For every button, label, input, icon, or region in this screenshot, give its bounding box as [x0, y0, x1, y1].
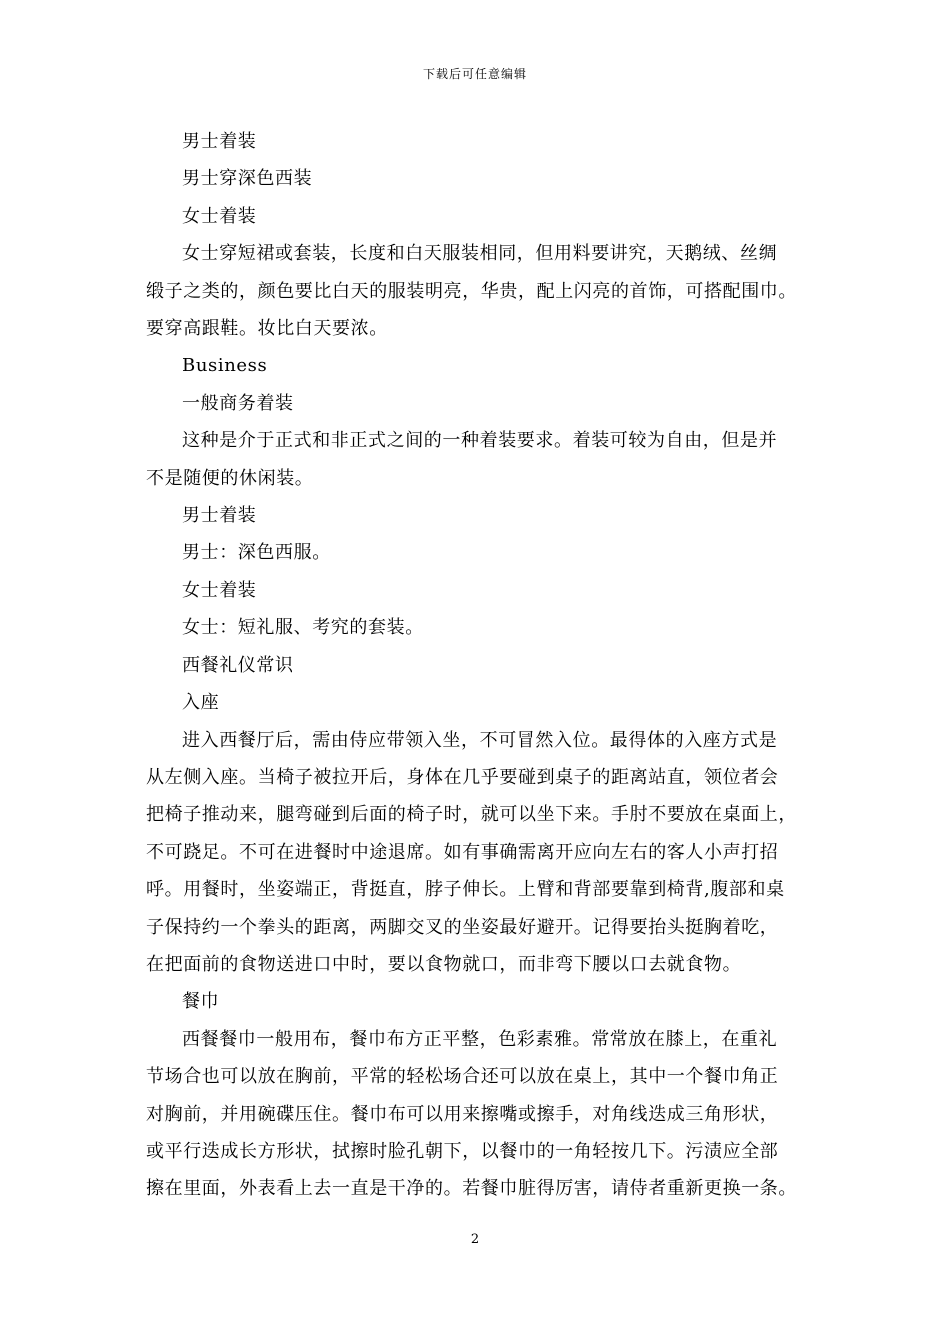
- text-line: 子保持约一个拳头的距离，两脚交叉的坐姿最好避开。记得要抬头挺胸着吃，: [146, 916, 779, 938]
- text-line: 在把面前的食物送进口中时，要以食物就口，而非弯下腰以口去就食物。: [146, 953, 742, 975]
- text-line: 男士着装: [182, 131, 257, 152]
- text-line: 擦在里面，外表看上去一直是干净的。若餐巾脏得厉害，请侍者重新更换一条。: [146, 1178, 797, 1200]
- text-line: 男士穿深色西装: [182, 168, 313, 190]
- text-line: 一般商务着装: [182, 392, 294, 414]
- page-header-note: 下载后可任意编辑: [422, 67, 527, 81]
- text-line: 这种是介于正式和非正式之间的一种着装要求。着装可较为自由，但是并: [182, 430, 778, 452]
- text-line: 餐巾: [182, 991, 220, 1013]
- text-line: 对胸前，并用碗碟压住。餐巾布可以用来擦嘴或擦手，对角线迭成三角形状，: [146, 1103, 779, 1125]
- text-line: 不可跷足。不可在进餐时中途退席。如有事确需离开应向左右的客人小声打招: [146, 841, 779, 863]
- text-line: 从左侧入座。当椅子被拉开后，身体在几乎要碰到桌子的距离站直，领位者会: [146, 766, 779, 788]
- text-line: 进入西餐厅后，需由侍应带领入坐，不可冒然入位。最得体的入座方式是: [182, 729, 778, 751]
- text-line: 女士着装: [182, 579, 257, 601]
- text-line: 呼。用餐时，坐姿端正，背挺直，脖子伸长。上臂和背部要靠到椅背,腹部和桌: [146, 879, 785, 901]
- text-line: Business: [182, 355, 268, 377]
- text-line: 缎子之类的，颜色要比白天的服装明亮，华贵，配上闪亮的首饰，可搭配围巾。: [146, 280, 797, 302]
- text-line: 节场合也可以放在胸前，平常的轻松场合还可以放在桌上，其中一个餐巾角正: [146, 1066, 779, 1088]
- text-line: 西餐礼仪常识: [182, 654, 294, 676]
- text-line: 男士：深色西服。: [182, 542, 331, 564]
- text-line: 西餐餐巾一般用布，餐巾布方正平整，色彩素雅。常常放在膝上，在重礼: [182, 1028, 778, 1050]
- page-number: 2: [470, 1232, 480, 1247]
- text-line: 或平行迭成长方形状，拭擦时脸孔朝下，以餐巾的一角轻按几下。污渍应全部: [146, 1140, 779, 1162]
- document-body: [146, 123, 818, 1208]
- text-line: 女士着装: [182, 205, 257, 227]
- text-line: 男士着装: [182, 505, 257, 527]
- text-line: 要穿高跟鞋。妆比白天要浓。: [146, 318, 388, 340]
- text-line: 不是随便的休闲装。: [146, 467, 314, 489]
- text-line: 入座: [182, 692, 220, 714]
- text-line: 女士：短礼服、考究的套装。: [182, 617, 424, 639]
- text-line: 女士穿短裙或套装，长度和白天服装相同，但用料要讲究，天鹅绒、丝绸: [182, 243, 778, 265]
- text-line: 把椅子推动来，腿弯碰到后面的椅子时，就可以坐下来。手肘不要放在桌面上，: [146, 804, 797, 826]
